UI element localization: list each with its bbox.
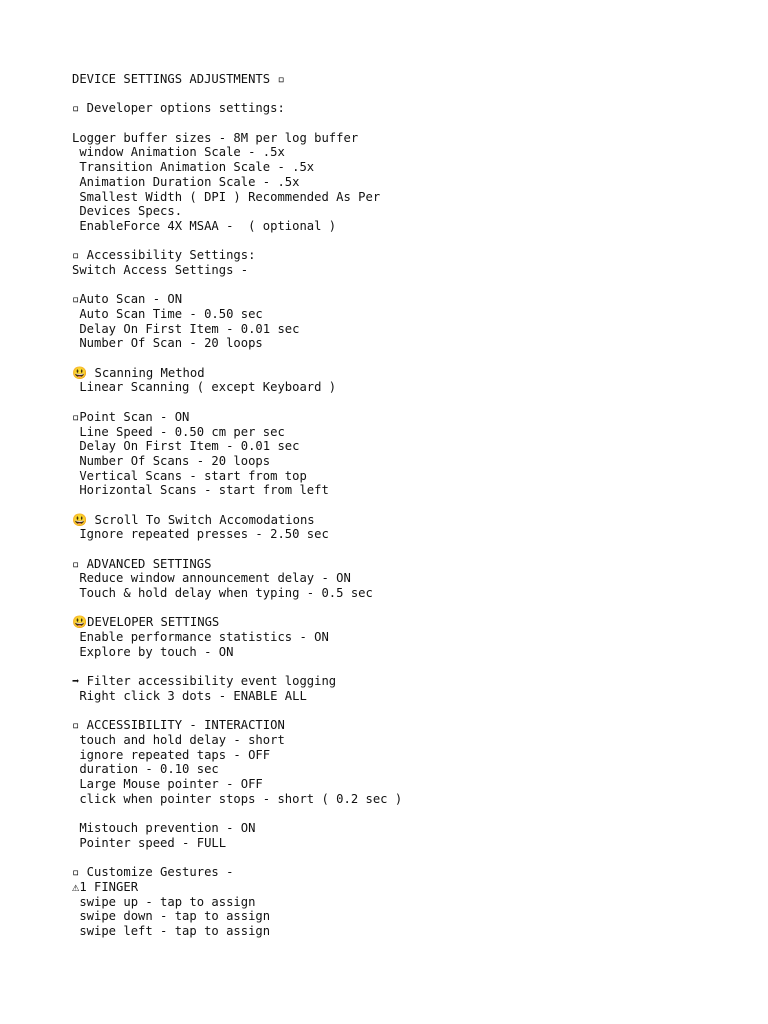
- text-line: Reduce window announcement delay - ON: [72, 571, 351, 586]
- text-line: Switch Access Settings -: [72, 262, 249, 277]
- text-line: Large Mouse pointer - OFF: [72, 777, 263, 791]
- text-line: 😃 Scanning Method: [72, 365, 205, 380]
- blank-line: [72, 542, 712, 557]
- text-line: duration - 0.10 sec: [72, 762, 219, 777]
- text-line: Right click 3 dots - ENABLE ALL: [72, 688, 307, 703]
- text-line: Mistouch prevention - ON: [72, 821, 256, 836]
- text-line: ▫ ACCESSIBILITY - INTERACTION: [72, 718, 285, 733]
- text-line: ▫ ADVANCED SETTINGS: [72, 556, 212, 571]
- text-line: Ignore repeated presses - 2.50 sec: [72, 527, 329, 542]
- blank-line: [72, 234, 712, 249]
- blank-line: [72, 351, 712, 366]
- text-line: Transition Animation Scale - .5x: [72, 160, 315, 175]
- text-line: 😃 Scroll To Switch Accomodations: [72, 512, 315, 527]
- text-line: Number Of Scan - 20 loops: [72, 336, 263, 351]
- blank-line: [72, 278, 712, 293]
- text-line: Auto Scan Time - 0.50 sec: [72, 307, 263, 321]
- text-line: ▫Auto Scan - ON: [72, 292, 183, 307]
- blank-line: [72, 498, 712, 513]
- text-line: swipe up - tap to assign: [72, 894, 256, 909]
- text-line: Devices Specs.: [72, 204, 183, 219]
- text-line: Logger buffer sizes - 8M per log buffer: [72, 130, 359, 145]
- text-line: Explore by touch - ON: [72, 644, 234, 659]
- text-line: click when pointer stops - short ( 0.2 sec ): [72, 791, 403, 806]
- text-line: 😃DEVELOPER SETTINGS: [72, 615, 220, 630]
- blank-line: [72, 850, 712, 865]
- blank-line: [72, 395, 712, 410]
- blank-line: [72, 116, 712, 131]
- text-line: Pointer speed - FULL: [72, 835, 227, 850]
- text-line: Animation Duration Scale - .5x: [72, 174, 300, 189]
- text-line: ignore repeated taps - OFF: [72, 747, 271, 762]
- text-line: Linear Scanning ( except Keyboard ): [72, 380, 337, 395]
- text-line: window Animation Scale - .5x: [72, 145, 285, 160]
- blank-line: [72, 87, 712, 102]
- text-line: Touch & hold delay when typing - 0.5 sec: [72, 586, 373, 601]
- text-line: EnableForce 4X MSAA - ( optional ): [72, 218, 337, 233]
- text-line: Smallest Width ( DPI ) Recommended As Per: [72, 189, 381, 204]
- text-line: Vertical Scans - start from top: [72, 468, 307, 483]
- text-line: swipe down - tap to assign: [72, 909, 271, 924]
- text-line: DEVICE SETTINGS ADJUSTMENTS ▫: [72, 72, 285, 86]
- text-line: Number Of Scans - 20 loops: [72, 453, 271, 468]
- text-line: ➡ Filter accessibility event logging: [72, 674, 337, 689]
- text-line: swipe left - tap to assign: [72, 923, 271, 938]
- text-line: Delay On First Item - 0.01 sec: [72, 439, 300, 454]
- text-line: ▫ Accessibility Settings:: [72, 248, 256, 263]
- blank-line: [72, 704, 712, 719]
- blank-line: [72, 806, 712, 821]
- text-line: Line Speed - 0.50 cm per sec: [72, 424, 285, 439]
- text-line: Delay On First Item - 0.01 sec: [72, 321, 300, 336]
- text-line: ▫ Customize Gestures -: [72, 865, 234, 880]
- blank-line: [72, 660, 712, 675]
- blank-line: [72, 601, 712, 616]
- text-line: ⚠1 FINGER: [72, 879, 139, 894]
- text-line: ▫Point Scan - ON: [72, 409, 190, 424]
- document-body: [72, 72, 712, 939]
- text-line: Enable performance statistics - ON: [72, 630, 329, 645]
- text-line: ▫ Developer options settings:: [72, 101, 285, 116]
- text-line: touch and hold delay - short: [72, 732, 285, 747]
- text-line: Horizontal Scans - start from left: [72, 483, 329, 498]
